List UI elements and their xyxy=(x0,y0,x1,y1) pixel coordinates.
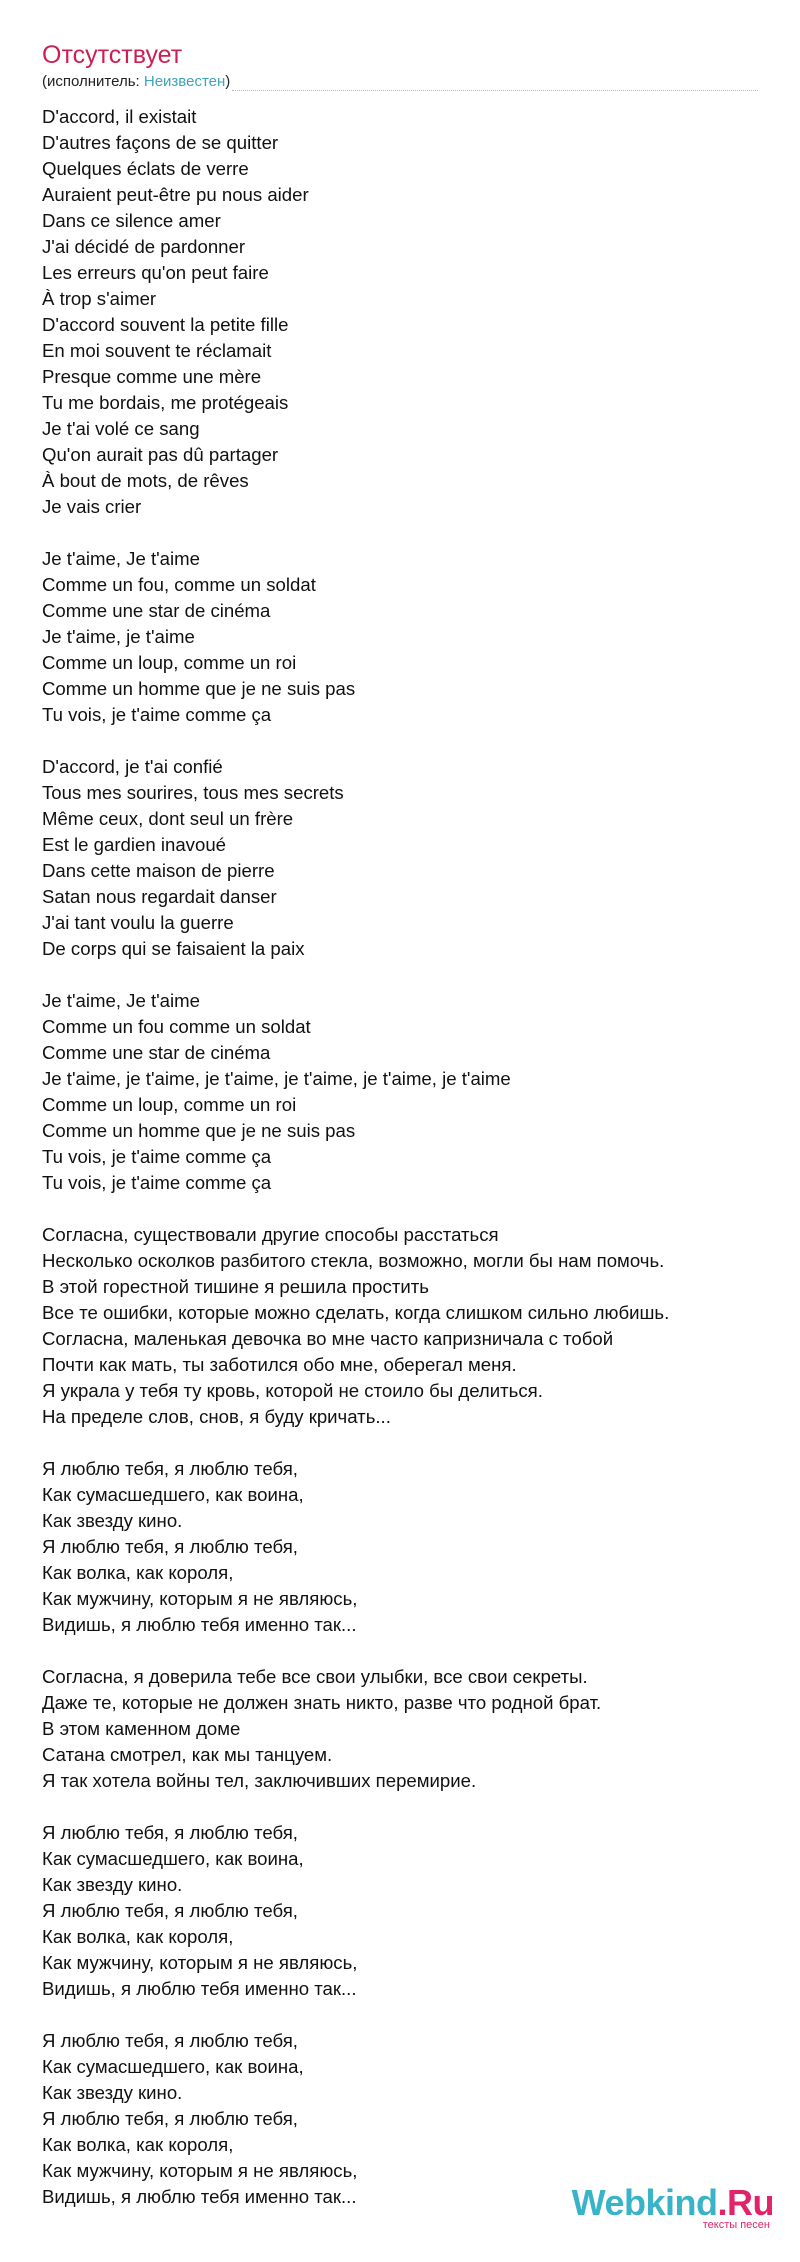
lyric-line: Tu vois, je t'aime comme ça xyxy=(42,1146,272,1167)
stanza-break xyxy=(42,1638,772,1664)
lyric-line: Несколько осколков разбитого стекла, возможно, могли бы нам помочь. xyxy=(42,1250,665,1271)
lyric-line: Видишь, я люблю тебя именно так... xyxy=(42,1978,357,1999)
lyric-line: Tous mes sourires, tous mes secrets xyxy=(42,782,344,803)
lyric-line: Dans ce silence amer xyxy=(42,210,221,231)
lyric-line: Как волка, как короля, xyxy=(42,1926,234,1947)
lyric-line: Как звезду кино. xyxy=(42,1510,183,1531)
lyric-line: Как мужчину, которым я не являюсь, xyxy=(42,1952,358,1973)
lyric-line: À bout de mots, de rêves xyxy=(42,470,249,491)
stanza-break xyxy=(42,728,772,754)
artist-suffix: ) xyxy=(225,73,231,90)
lyric-line: De corps qui se faisaient la paix xyxy=(42,938,305,959)
song-title: Отсутствует xyxy=(42,41,183,69)
lyric-line: Comme une star de cinéma xyxy=(42,1042,271,1063)
lyric-line: J'ai décidé de pardonner xyxy=(42,236,246,257)
lyric-line: Même ceux, dont seul un frère xyxy=(42,808,294,829)
stanza-break xyxy=(42,962,772,988)
lyric-line: Я украла у тебя ту кровь, которой не стоило бы делиться. xyxy=(42,1380,543,1401)
lyric-line: Je t'aime, je t'aime, je t'aime, je t'aime, je t'aime, je t'aime xyxy=(42,1068,511,1089)
artist-link[interactable]: Неизвестен xyxy=(143,73,226,90)
lyric-line: J'ai tant voulu la guerre xyxy=(42,912,234,933)
lyric-line: Tu me bordais, me protégeais xyxy=(42,392,289,413)
stanza-break xyxy=(42,520,772,546)
lyric-line: Почти как мать, ты заботился обо мне, оберегал меня. xyxy=(42,1354,517,1375)
lyric-line: На пределе слов, снов, я буду кричать... xyxy=(42,1406,391,1427)
lyric-line: Даже те, которые не должен знать никто, разве что родной брат. xyxy=(42,1692,602,1713)
artist-prefix: (исполнитель: xyxy=(42,73,144,90)
lyric-line: Comme une star de cinéma xyxy=(42,600,271,621)
lyric-line: Как мужчину, которым я не являюсь, xyxy=(42,2160,358,2181)
lyric-line: Я так хотела войны тел, заключивших перемирие. xyxy=(42,1770,477,1791)
lyric-line: Est le gardien inavoué xyxy=(42,834,226,855)
lyric-line: D'accord, je t'ai confié xyxy=(42,756,223,777)
lyric-line: В этой горестной тишине я решила простить xyxy=(42,1276,429,1297)
lyric-line: Как звезду кино. xyxy=(42,2082,183,2103)
lyric-line: Как волка, как короля, xyxy=(42,1562,234,1583)
lyric-line: Comme un fou, comme un soldat xyxy=(42,574,316,595)
lyric-line: Je t'aime, Je t'aime xyxy=(42,990,200,1011)
lyric-line: Я люблю тебя, я люблю тебя, xyxy=(42,1536,298,1557)
lyric-line: Я люблю тебя, я люблю тебя, xyxy=(42,2108,298,2129)
lyric-line: Как звезду кино. xyxy=(42,1874,183,1895)
lyric-line: Quelques éclats de verre xyxy=(42,158,249,179)
lyric-line: Presque comme une mère xyxy=(42,366,262,387)
lyric-line: Satan nous regardait danser xyxy=(42,886,277,907)
lyric-line: Я люблю тебя, я люблю тебя, xyxy=(42,1900,298,1921)
stanza-break xyxy=(42,1430,772,1456)
lyric-line: Je t'aime, Je t'aime xyxy=(42,548,200,569)
lyric-line: Я люблю тебя, я люблю тебя, xyxy=(42,2030,298,2051)
logo-name: Webkind xyxy=(571,2182,718,2223)
site-logo[interactable] xyxy=(571,2182,774,2231)
lyric-line: Comme un loup, comme un roi xyxy=(42,652,297,673)
lyric-line: В этом каменном доме xyxy=(42,1718,241,1739)
header-divider xyxy=(232,90,758,91)
lyric-line: Comme un fou comme un soldat xyxy=(42,1016,311,1037)
lyric-line: Видишь, я люблю тебя именно так... xyxy=(42,1614,357,1635)
lyric-line: Comme un homme que je ne suis pas xyxy=(42,1120,356,1141)
lyric-line: Les erreurs qu'on peut faire xyxy=(42,262,269,283)
stanza-break xyxy=(42,1196,772,1222)
lyric-line: Qu'on aurait pas dû partager xyxy=(42,444,279,465)
lyric-line: Auraient peut-être pu nous aider xyxy=(42,184,309,205)
lyric-line: Все те ошибки, которые можно сделать, когда слишком сильно любишь. xyxy=(42,1302,670,1323)
lyric-line: À trop s'aimer xyxy=(42,288,157,309)
logo-wordmark xyxy=(572,2183,774,2223)
lyric-line: Как волка, как короля, xyxy=(42,2134,234,2155)
lyric-line: Сатана смотрел, как мы танцуем. xyxy=(42,1744,333,1765)
lyric-line: En moi souvent te réclamait xyxy=(42,340,272,361)
lyric-line: Согласна, существовали другие способы расстаться xyxy=(42,1224,499,1245)
lyric-line: D'autres façons de se quitter xyxy=(42,132,279,153)
lyric-line: D'accord, il existait xyxy=(42,106,197,127)
stanza-break xyxy=(42,2002,772,2028)
lyric-line: Видишь, я люблю тебя именно так... xyxy=(42,2186,357,2207)
lyric-line: Je vais crier xyxy=(42,496,142,517)
lyric-line: Согласна, маленькая девочка во мне часто капризничала с тобой xyxy=(42,1328,614,1349)
lyric-line: Comme un homme que je ne suis pas xyxy=(42,678,356,699)
lyric-line: Как сумасшедшего, как воина, xyxy=(42,1484,304,1505)
logo-tagline: тексты песен xyxy=(702,2219,770,2231)
stanza-break xyxy=(42,1794,772,1820)
lyric-line: D'accord souvent la petite fille xyxy=(42,314,289,335)
lyric-line: Как мужчину, которым я не являюсь, xyxy=(42,1588,358,1609)
lyric-line: Tu vois, je t'aime comme ça xyxy=(42,704,272,725)
lyric-line: Я люблю тебя, я люблю тебя, xyxy=(42,1458,298,1479)
lyric-line: Я люблю тебя, я люблю тебя, xyxy=(42,1822,298,1843)
lyric-line: Je t'aime, je t'aime xyxy=(42,626,195,647)
lyric-line: Согласна, я доверила тебе все свои улыбки, все свои секреты. xyxy=(42,1666,588,1687)
lyric-line: Dans cette maison de pierre xyxy=(42,860,275,881)
lyric-line: Je t'ai volé ce sang xyxy=(42,418,200,439)
lyric-line: Как сумасшедшего, как воина, xyxy=(42,2056,304,2077)
artist-line xyxy=(42,72,230,92)
lyrics-text xyxy=(42,104,772,2210)
lyric-line: Как сумасшедшего, как воина, xyxy=(42,1848,304,1869)
lyric-line: Comme un loup, comme un roi xyxy=(42,1094,297,1115)
lyric-line: Tu vois, je t'aime comme ça xyxy=(42,1172,272,1193)
logo-tld: .Ru xyxy=(717,2182,774,2223)
